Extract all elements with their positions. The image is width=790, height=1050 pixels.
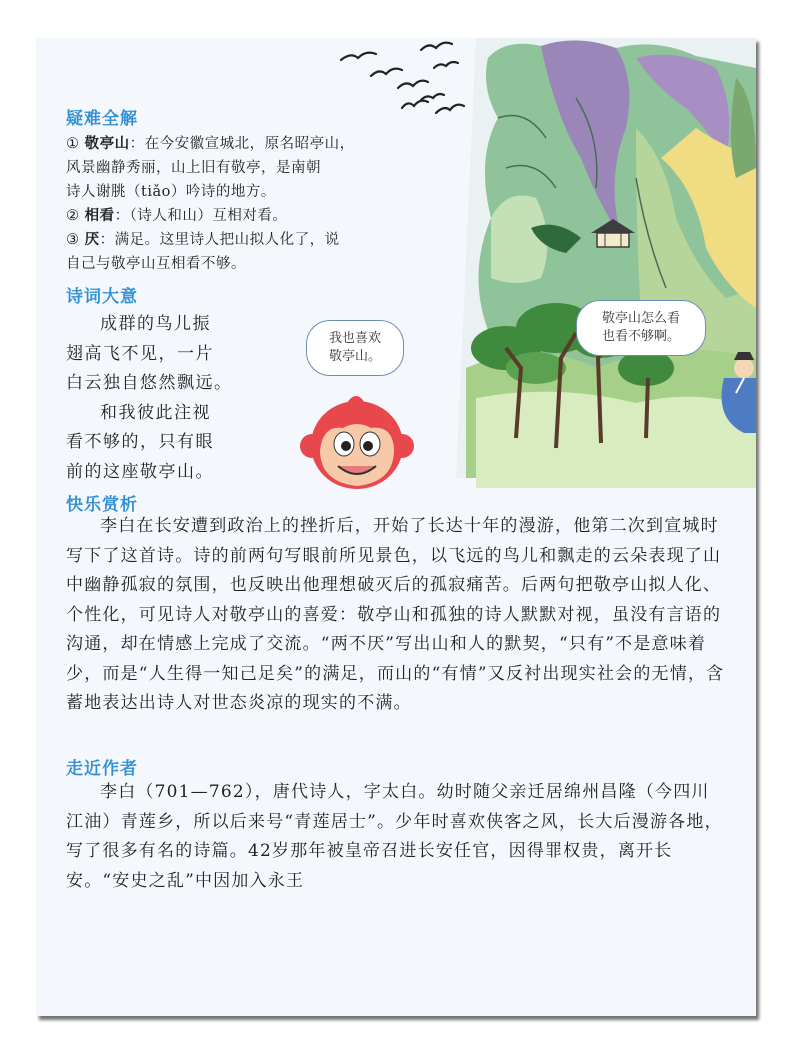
analysis-heading: 快乐赏析	[66, 495, 138, 515]
notes-heading: 疑难全解	[66, 109, 138, 129]
note-line: ③ 厌：满足。这里诗人把山拟人化了，说	[66, 231, 340, 248]
note-line: ① 敬亭山：在今安徽宣城北，原名昭亭山，	[66, 135, 355, 152]
author-heading: 走近作者	[66, 759, 138, 779]
note-line: 风景幽静秀丽，山上旧有敬亭，是南朝	[66, 160, 321, 176]
analysis-text: 李白在长安遭到政治上的挫折后，开始了长达十年的漫游，他第二次到宣城时写下了这首诗。诗的前两句写眼前所见景色，以飞远的鸟儿和飘走的云朵表现了山中幽静孤寂的氛围，也反映出他理想破灭后的孤寂痛苦。后两句把敬亭山拟人化、个性化，可见诗人对敬亭山的喜爱：敬亭山和孤独的诗人默默对视，虽没有言语的沟通，却在情感上完成了交流。“两不厌”写出山和人的默契，“只有”不是意味着少，而是“人生得一知己足矣”的满足，而山的“有情”又反衬出现实社会的无情，含蓄地表达出诗人对世态炎凉的现实的不满。	[66, 516, 725, 713]
book-page	[36, 38, 756, 1016]
meaning-text: 成群的鸟儿振 翅高飞不见，一片 白云独自悠然飘远。 和我彼此注视 看不够的，只有眼 前的这座敬亭山。	[66, 314, 233, 482]
note-line: ② 相看：（诗人和山）互相对看。	[66, 207, 288, 224]
monkey-speech-bubble: 我也喜欢 敬亭山。	[306, 320, 404, 376]
note-line: 诗人谢朓（tiǎo）吟诗的地方。	[66, 184, 276, 200]
flying-birds	[341, 43, 464, 113]
monkey-mascot	[298, 390, 418, 500]
note-line: 自己与敬亭山互相看不够。	[66, 256, 246, 272]
poet-speech-bubble: 敬亭山怎么看 也看不够啊。	[576, 300, 706, 356]
author-text: 李白（701—762），唐代诗人，字太白。幼时随父亲迁居绵州昌隆（今四川江油）青莲乡，所以后来号“青莲居士”。少年时喜欢侠客之风，长大后漫游各地，写了很多有名的诗篇。42岁那年被皇帝召进长安任官，因得罪权贵，离开长安。“安史之乱”中因加入永王	[66, 782, 723, 891]
meaning-heading: 诗词大意	[66, 287, 138, 307]
